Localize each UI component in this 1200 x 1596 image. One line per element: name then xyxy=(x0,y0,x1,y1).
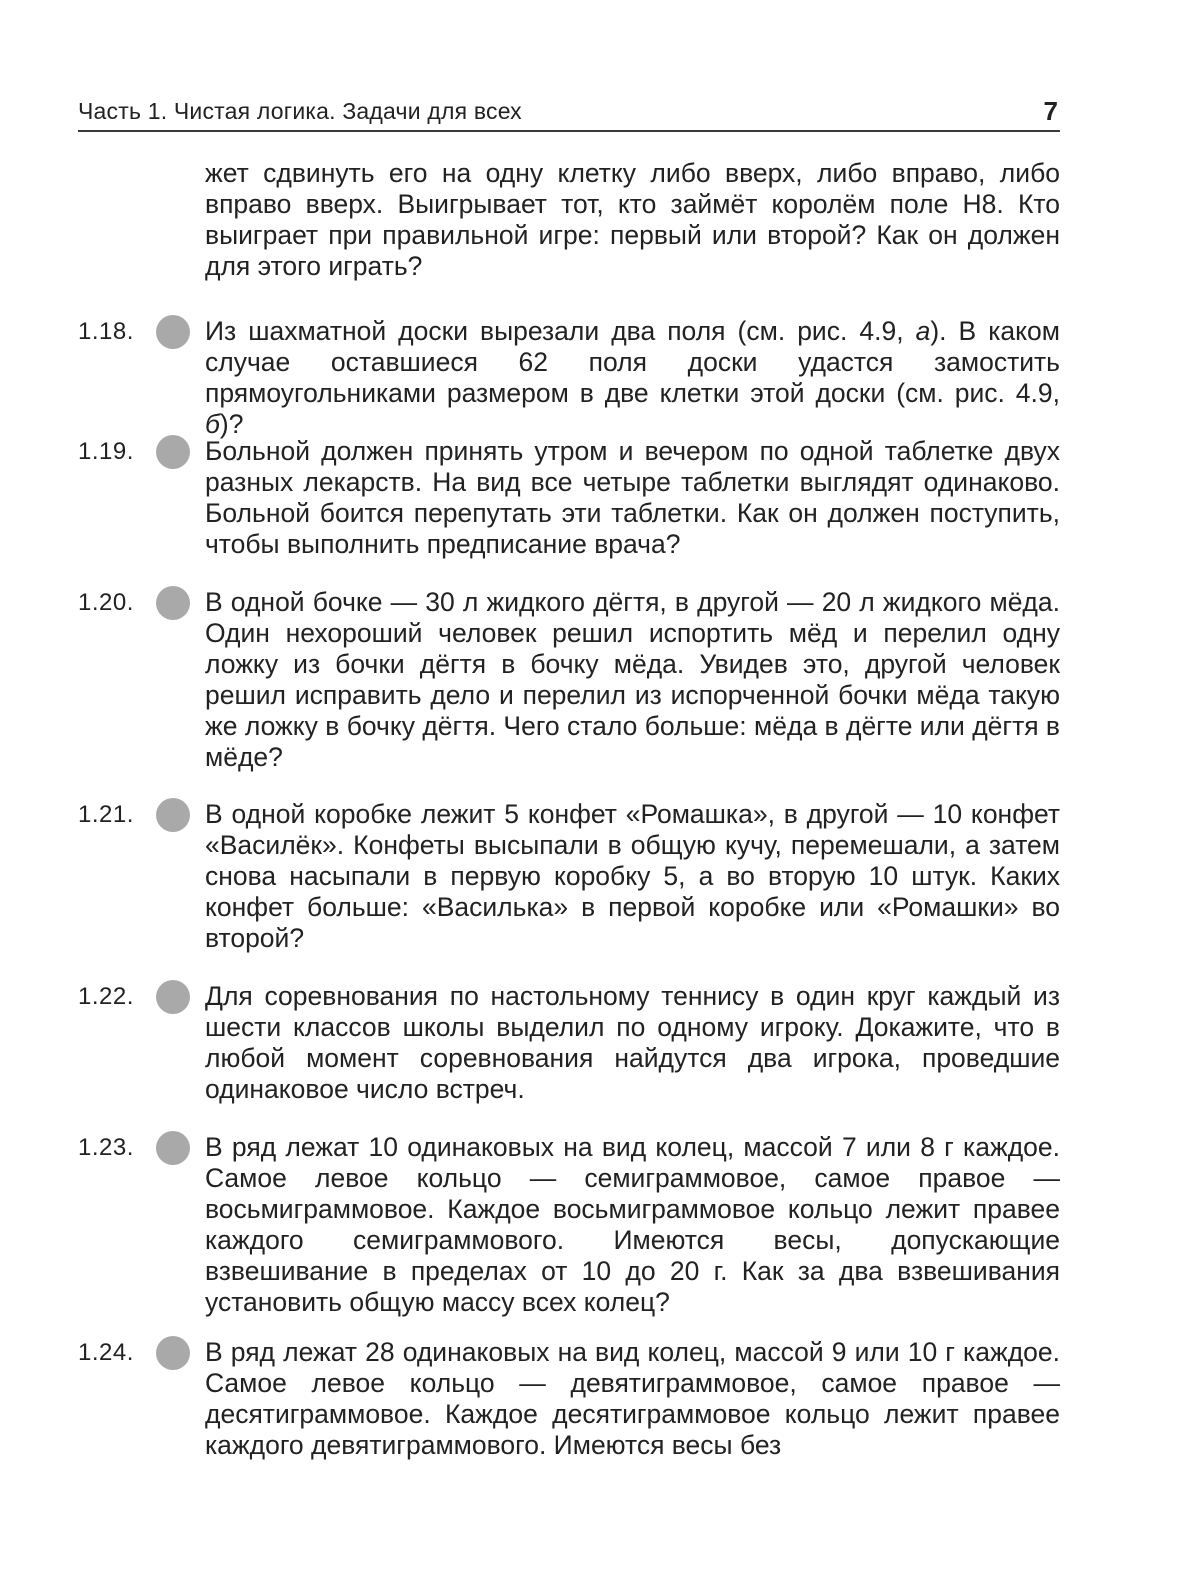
difficulty-circle-icon xyxy=(156,798,190,832)
problem-text: В ряд лежат 28 одинаковых на вид колец, массой 9 или 10 г каждое. Самое левое кольцо — девятиграммовое, самое правое — десятиграммовое. Каждое десятиграммовое кольцо лежит правее каждого девятиграммового. Имеются весы без xyxy=(205,1337,1060,1460)
problem-text: В одной коробке лежит 5 конфет «Ромашка», в другой — 10 конфет «Василёк». Конфеты высыпали в общую кучу, перемешали, а затем снова насыпали в первую коробку 5, а во вторую 10 штук. Каких конфет больше: «Василька» в первой коробке или «Ромашки» во второй? xyxy=(205,799,1060,953)
difficulty-circle-icon xyxy=(156,586,190,620)
problem-text-part: ). В каком случае оставшиеся 62 поля доски удастся замостить прямоугольниками размером в две клетки этой доски (см. рис. 4.9, xyxy=(205,316,1060,408)
problem-text: В одной бочке — 30 л жидкого дёгтя, в другой — 20 л жидкого мёда. Один нехороший человек решил испортить мёд и перелил одну ложку из бочки дёгтя в бочку мёда. Увидев это, другой человек решил исправить дело и перелил из испорченной бочки мёда такую же ложку в бочку дёгтя. Чего стало больше: мёда в дёгте или дёгтя в мёде? xyxy=(205,587,1061,772)
running-title: Часть 1. Чистая логика. Задачи для всех xyxy=(78,98,522,124)
problem-number: 1.21. xyxy=(78,801,134,828)
continued-problem-text: жет сдвинуть его на одну клетку либо вверх, либо вправо, либо вправо вверх. Выигрывает тот, кто займёт королём поле Н8. Кто выиграет при правильной игре: первый или второй? Как он должен для этого играть? xyxy=(205,158,1060,281)
problem-text: Больной должен принять утром и вечером по одной таблетке двух разных лекарств. На вид все четыре таблетки выглядят одинаково. Больной боится перепутать эти таблетки. Как он должен поступить, чтобы выполнить предписание врача? xyxy=(205,436,1060,559)
problem-text xyxy=(205,316,1060,440)
problem-number: 1.19. xyxy=(78,438,134,465)
figure-reference: б xyxy=(205,409,220,439)
problem-number: 1.24. xyxy=(78,1339,134,1366)
difficulty-circle-icon xyxy=(156,315,190,349)
problem-text-part: )? xyxy=(219,409,244,439)
problem-text-part: Из шахматной доски вырезали два поля (см. рис. 4.9, xyxy=(205,316,916,346)
problem-number: 1.22. xyxy=(78,983,134,1010)
problem-text: Для соревнования по настольному теннису в один круг каждый из шести классов школы выделил по одному игроку. Докажите, что в любой момент соревнования найдутся два игрока, проведшие одинаковое число встреч. xyxy=(205,981,1060,1104)
problem-number: 1.18. xyxy=(78,318,134,345)
page-number: 7 xyxy=(1043,96,1058,126)
problem-number: 1.20. xyxy=(78,589,134,616)
difficulty-circle-icon xyxy=(156,1131,190,1165)
problem-number: 1.23. xyxy=(78,1134,134,1161)
difficulty-circle-icon xyxy=(156,1336,190,1370)
figure-reference: а xyxy=(915,316,931,346)
running-header xyxy=(78,96,1060,132)
problem-text: В ряд лежат 10 одинаковых на вид колец, массой 7 или 8 г каждое. Самое левое кольцо — семиграммовое, самое правое — восьмиграммовое. Каждое восьмиграммовое кольцо лежит правее каждого семиграммового. Имеются весы, допускающие взвешивание в пределах от 10 до 20 г. Как за два взвешивания установить общую массу всех колец? xyxy=(205,1132,1060,1317)
difficulty-circle-icon xyxy=(156,435,190,469)
difficulty-circle-icon xyxy=(156,980,190,1014)
